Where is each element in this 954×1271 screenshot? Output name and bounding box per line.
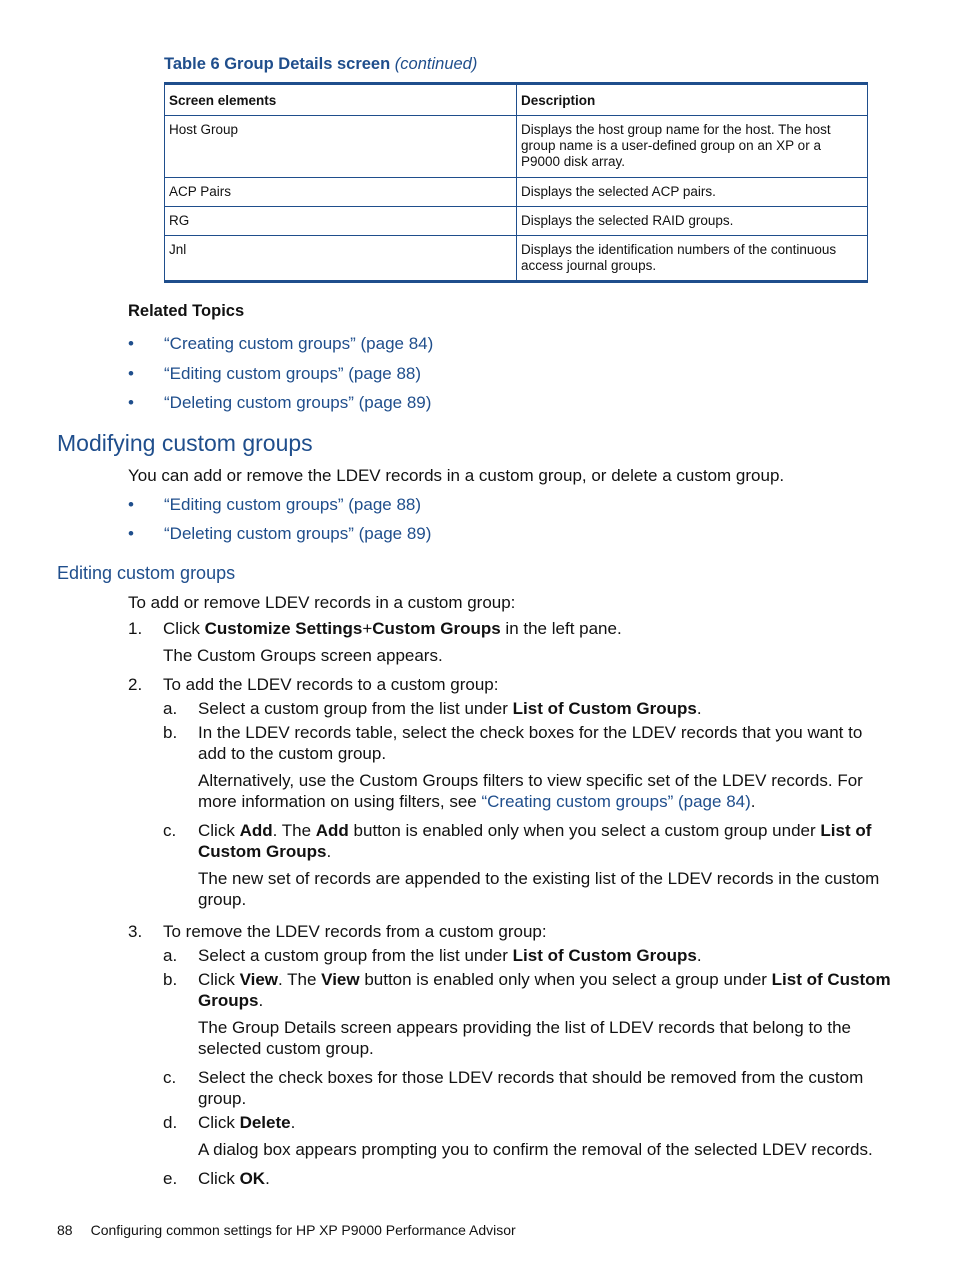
step-2c-line2: Custom Groups. (198, 842, 332, 861)
section-heading-editing: Editing custom groups (57, 563, 236, 583)
editing-intro: To add or remove LDEV records in a custom group: (128, 593, 516, 612)
step-2a-text: Select a custom group from the list under List of Custom Groups. (198, 699, 702, 718)
table-cell: Displays the identification numbers of the continuous access journal groups. (517, 236, 868, 282)
step-3c-line2: group. (198, 1089, 247, 1108)
table-header-row (165, 84, 868, 116)
table-cell: Displays the host group name for the host. The host group name is a user-defined group on an XP or a P9000 disk array. (517, 116, 868, 178)
step-1-result: The Custom Groups screen appears. (163, 646, 443, 665)
page-footer (57, 1222, 516, 1238)
step-2b-line2: add to the custom group. (198, 744, 387, 763)
column-header-description: Description (517, 84, 868, 116)
step-3b-letter: b. (163, 970, 178, 989)
step-3d-note: A dialog box appears prompting you to confirm the removal of the selected LDEV records. (198, 1140, 873, 1159)
step-2-number: 2. (128, 675, 143, 694)
step-2a-letter: a. (163, 699, 178, 718)
step-2c-letter: c. (163, 821, 177, 840)
step-3d-letter: d. (163, 1113, 178, 1132)
step-3b-line2: Groups. (198, 991, 264, 1010)
modifying-intro: You can add or remove the LDEV records in a custom group, or delete a custom group. (128, 466, 785, 485)
step-1-number: 1. (128, 619, 143, 638)
step-3-text: To remove the LDEV records from a custom group: (163, 922, 547, 941)
step-3b-note-line1: The Group Details screen appears providing the list of LDEV records that belong to the (198, 1018, 851, 1037)
step-2b-letter: b. (163, 723, 178, 742)
footer-title: Configuring common settings for HP XP P9000 Performance Advisor (90, 1222, 516, 1238)
step-3e-text: Click OK. (198, 1169, 270, 1188)
table-cell: Displays the selected RAID groups. (517, 207, 868, 236)
column-header-screen-elements: Screen elements (165, 84, 517, 116)
step-2-text: To add the LDEV records to a custom group: (163, 675, 499, 694)
step-2b-line1: In the LDEV records table, select the check boxes for the LDEV records that you want to (198, 723, 863, 742)
bullet-icon: • (128, 334, 134, 353)
table-cell: Displays the selected ACP pairs. (517, 178, 868, 207)
step-2c-note-line1: The new set of records are appended to the existing list of the LDEV records in the custom (198, 869, 880, 888)
table-cell: RG (165, 207, 517, 236)
related-topics-heading: Related Topics (128, 302, 245, 320)
step-3c-line1: Select the check boxes for those LDEV records that should be removed from the custom (198, 1068, 864, 1087)
step-3a-letter: a. (163, 946, 178, 965)
step-1-text: Click Customize Settings+Custom Groups in the left pane. (163, 619, 622, 638)
step-3a-text: Select a custom group from the list under List of Custom Groups. (198, 946, 702, 965)
group-details-table (164, 82, 868, 283)
bullet-icon: • (128, 495, 134, 514)
table-row (165, 116, 868, 178)
step-3b-note-line2: selected custom group. (198, 1039, 374, 1058)
step-3e-letter: e. (163, 1169, 178, 1188)
page-number: 88 (57, 1222, 73, 1238)
bullet-icon: • (128, 364, 134, 383)
creating-custom-groups-link[interactable]: “Creating custom groups” (page 84) (481, 792, 751, 811)
table-caption-continued: (continued) (394, 55, 478, 73)
step-2b-alt-line2: more information on using filters, see “Creating custom groups” (page 84). (198, 792, 756, 811)
table-row (165, 178, 868, 207)
table-row (165, 236, 868, 282)
step-3b-line1: Click View. The View button is enabled only when you select a group under List of Custom (198, 970, 891, 989)
table-caption-label: Table 6 Group Details screen (164, 55, 391, 73)
table-caption (164, 55, 477, 74)
step-3c-letter: c. (163, 1068, 177, 1087)
table-cell: Host Group (165, 116, 517, 178)
bullet-icon: • (128, 524, 134, 543)
step-3d-text: Click Delete. (198, 1113, 296, 1132)
step-2c-line1: Click Add. The Add button is enabled only when you select a custom group under List of (198, 821, 872, 840)
table-cell: ACP Pairs (165, 178, 517, 207)
step-3-number: 3. (128, 922, 143, 941)
step-2c-note-line2: group. (198, 890, 247, 909)
step-2b-alt-line1: Alternatively, use the Custom Groups filters to view specific set of the LDEV records. For (198, 771, 863, 790)
section-heading-modifying: Modifying custom groups (57, 430, 313, 456)
bullet-icon: • (128, 393, 134, 412)
table-cell: Jnl (165, 236, 517, 282)
table-row (165, 207, 868, 236)
